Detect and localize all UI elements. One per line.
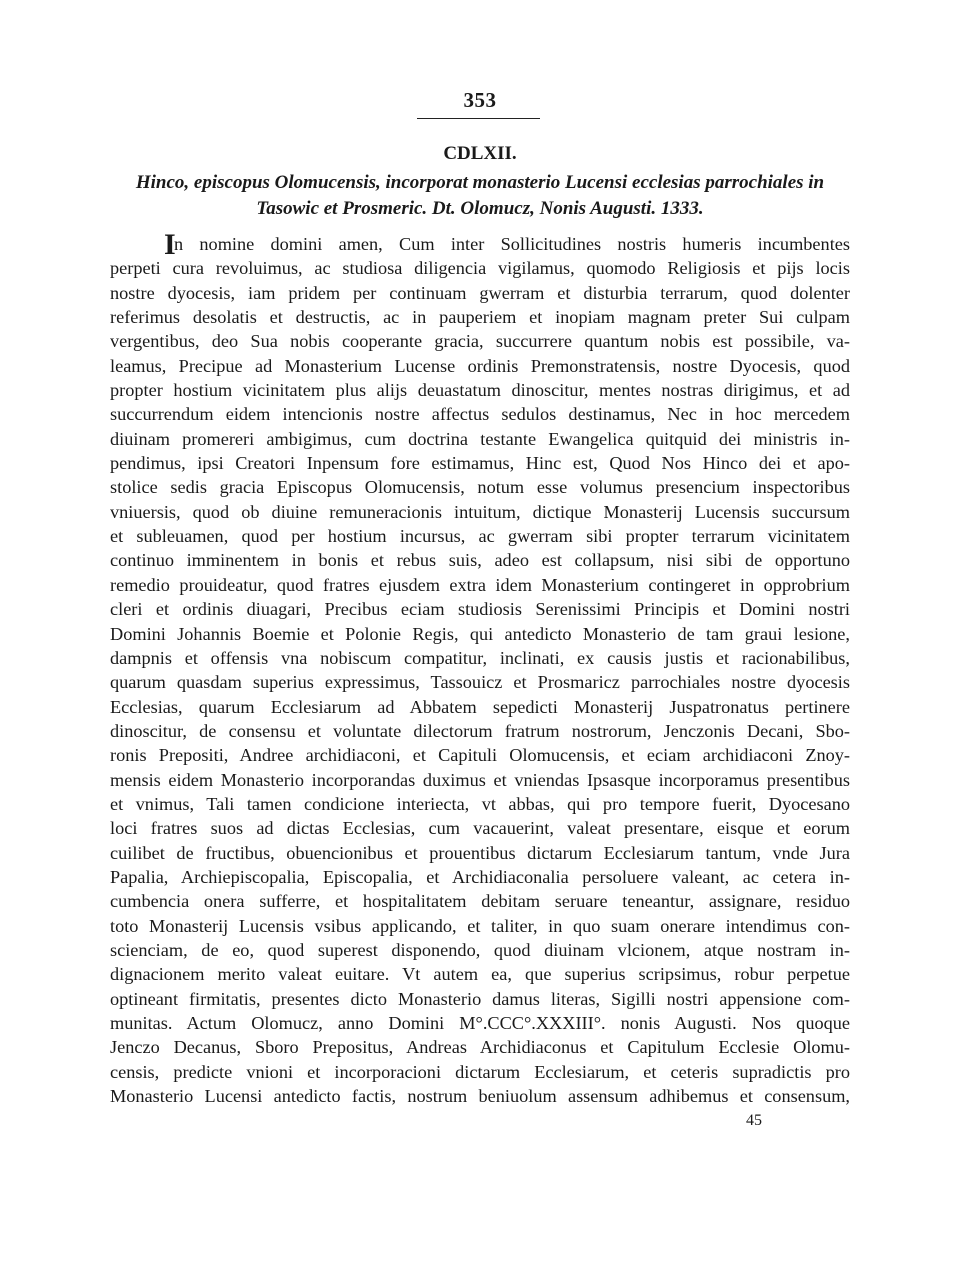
- regest-line: Hinco, episcopus Olomucensis, incorporat monasterio Lucensi ecclesias parrochiales in: [135, 172, 825, 193]
- body-line: et vnimus, Tali tamen condicione interiecta, vt abbas, qui pro tempore fuerit, Dyocesano: [110, 793, 850, 814]
- body-line: et subleuamen, quod per hostium incursus, ac gwerram sibi propter terrarum vicinitatem: [110, 526, 850, 547]
- body-line: mensis eidem Monasterio incorporandas duximus et vniendas Ipsasque incorporamus presentibus: [110, 769, 850, 790]
- body-line: propter hostium vicinitatem plus alijs deuastatum dinoscitur, mentes nostras dirigimus, et ad: [110, 380, 850, 401]
- signature-mark: 45: [746, 1112, 762, 1129]
- body-line: optineant firmitatis, presentes dicto Monasterio damus literas, Sigilli nostri appensione com-: [110, 988, 850, 1009]
- body-line: vniuersis, quod ob diuine remuneracionis intuitum, dictique Monasterij Lucensis succursum: [110, 501, 850, 522]
- body-line: remedio prouideatur, quod fratres ejusdem extra idem Monasterium contingeret in opprobrium: [110, 574, 850, 595]
- body-line: n nomine domini amen, Cum inter Sollicitudines nostris humeris incumbentes: [174, 234, 850, 254]
- body-line: cleri et ordinis diuagari, Precibus eciam studiosis Serenissimi Principis et Domini nostri: [110, 599, 850, 620]
- regest: [112, 170, 848, 222]
- body-line: loci fratres suos ad dictas Ecclesias, cum vacauerint, valeat presentare, eisque et eorum: [110, 818, 850, 839]
- body-line: pendimus, ipsi Creatori Inpensum fore estimamus, Hinc est, Quod Nos Hinco dei et apo-: [110, 453, 850, 474]
- body-line: ronis Prepositi, Andree archidiaconi, et Capituli Olomucensis, et eciam archidiaconi Znoy-: [110, 745, 850, 766]
- body-line: dinoscitur, de consensu et voluntate dilectorum fratrum nostrorum, Jenczonis Decani, Sbo-: [110, 720, 850, 741]
- body-line: dignacionem merito valeat euitare. Vt autem ea, que superius scripsimus, robur perpetue: [110, 964, 850, 985]
- body-line: dampnis et offensis vna nobiscum compatitur, inclinati, ex causis justis et racionabilibus,: [110, 647, 850, 668]
- body-line: continuo imminentem in bonis et rebus suis, adeo est collapsum, nisi sibi de opportuno: [110, 550, 850, 571]
- body-line: stolice sedis gracia Episcopus Olomucensis, notum esse volumus presencium inspectoribus: [110, 477, 850, 498]
- body-line: censis, predicte vnioni et incorporacioni dictarum Ecclesiarum, et ceteris supradictis pro: [110, 1061, 850, 1082]
- page-number: 353: [463, 88, 497, 112]
- header-rule: [417, 118, 540, 119]
- body-line: perpeti cura revoluimus, ac studiosa diligencia vigilamus, quomodo Religiosis et pijs locis: [110, 258, 850, 279]
- body-line: referimus desolatis et destructis, ac in pauperiem et inopiam magnam preter Sui culpam: [110, 307, 850, 328]
- body-line: Ecclesias, quarum Ecclesiarum ad Abbatem sepedicti Monasterij Juspatronatus pertinere: [110, 696, 850, 717]
- body-line: leamus, Precipue ad Monasterium Lucense ordinis Premonstratensis, nostre Dyocesis, quod: [110, 355, 850, 376]
- drop-initial: I: [164, 228, 176, 261]
- body-line: nostre dyocesis, iam pridem per continuam gwerram et disturbia terrarum, quod dolenter: [110, 282, 850, 303]
- body-line: cumbencia onera sufferre, et hospitalitatem debitam seruare teneantur, assignare, residuo: [110, 891, 850, 912]
- regest-line: Tasowic et Prosmeric. Dt. Olomucz, Nonis Augusti. 1333.: [256, 198, 704, 219]
- body-line: diuinam promereri ambigimus, cum doctrina testante Ewangelica quitquid dei ministris in-: [110, 428, 850, 449]
- body-line: cuilibet de fructibus, obuencionibus et prouentibus dictarum Ecclesiarum tantum, vnde Jura: [110, 842, 850, 863]
- body-line: vergentibus, deo Sua nobis cooperante gracia, succurrere quantum nobis est possibile, va-: [110, 331, 850, 352]
- body-line: scienciam, de eo, quod superest disponendo, quod diuinam vlcionem, atque nostram in-: [110, 939, 850, 960]
- body-text: [110, 228, 850, 1108]
- body-line: succurrendum eidem intencionis nostre affectus sedulos destinamus, Nec in hoc mercedem: [110, 404, 850, 425]
- body-line: munitas. Actum Olomucz, anno Domini M°.CCC°.XXXIII°. nonis Augusti. Nos quoque: [110, 1013, 850, 1033]
- body-line: Papalia, Archiepiscopalia, Episcopalia, et Archidiaconalia persoluere valeant, ac cetera in-: [110, 866, 850, 887]
- body-line: quarum quasdam superius expressimus, Tassouicz et Prosmaricz parrochiales nostre dyocesis: [110, 672, 850, 693]
- body-line: Monasterio Lucensi antedicto factis, nostrum beniuolum assensum adhibemus et consensum,: [110, 1086, 850, 1107]
- body-line: Jenczo Decanus, Sboro Prepositus, Andreas Archidiaconus et Capitulum Ecclesie Olomu-: [110, 1037, 850, 1058]
- body-line: toto Monasterij Lucensis vsibus applicando, et taliter, in quo suam onerare intendimus con-: [110, 915, 850, 936]
- document-number: CDLXII.: [443, 143, 517, 164]
- body-line: Domini Johannis Boemie et Polonie Regis, qui antedicto Monasterio de tam graui lesione,: [110, 623, 850, 644]
